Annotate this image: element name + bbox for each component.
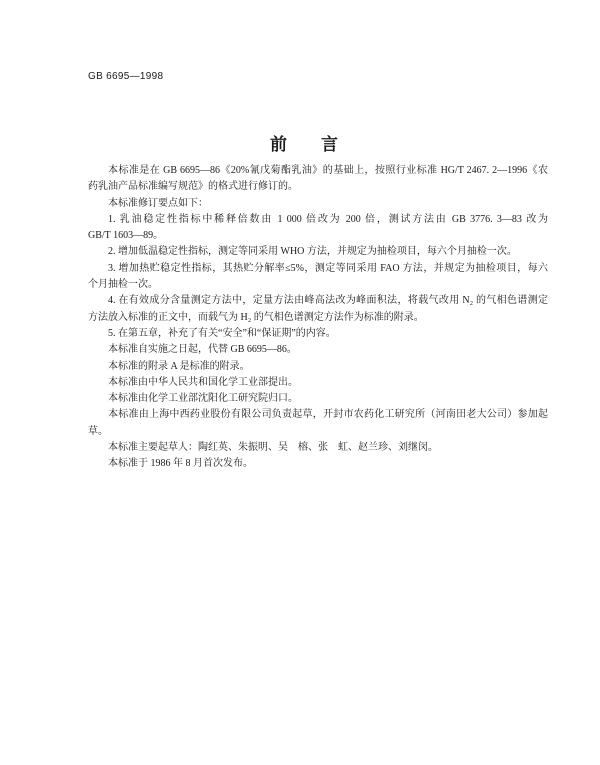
paragraph-drafted-by	[88, 407, 548, 440]
text-line: 本标准由中华人民共和国化学工业部提出。	[108, 376, 298, 388]
text-line: 本标准由上海中西药业股份有限公司负责起草，开封市农药化工研究所（河南田老大公司）参加起	[108, 409, 548, 421]
text-line: 2. 增加低温稳定性指标，测定等同采用 WHO 方法，并规定为抽检项目，每六个月抽检一次。	[108, 246, 517, 258]
standard-code: GB 6695—1998	[88, 71, 164, 82]
text-line: 方法放入标准的正文中，而载气为 H₂ 的气相色谱测定方法作为标准的附录。	[88, 311, 424, 323]
list-item-2	[88, 244, 548, 260]
paragraph-first-published	[88, 456, 548, 472]
paragraph-supersedes	[88, 342, 548, 358]
list-item-5	[88, 326, 548, 342]
text-line: 本标准是在 GB 6695—86《20%氰戊菊酯乳油》的基础上，按照行业标准 HG/T 2467. 2—1996《农	[108, 165, 548, 176]
text-line: 4. 在有效成分含量测定方法中，定量方法由峰高法改为峰面积法，将载气改用 N₂ 的气相色谱测定	[108, 295, 548, 307]
text-line: 个月抽检一次。	[88, 279, 158, 291]
text-line: 草。	[88, 425, 108, 437]
text-line: 3. 增加热贮稳定性指标，其热贮分解率≤5%，测定等同采用 FAO 方法，并规定为抽检项目，每六	[108, 262, 548, 274]
text-line: 本标准由化学工业部沈阳化工研究院归口。	[108, 393, 298, 405]
text-line: 本标准的附录 A 是标准的附录。	[108, 360, 250, 372]
foreword-body	[88, 163, 548, 473]
paragraph-appendix	[88, 359, 548, 375]
text-line: 5. 在第五章，补充了有关“安全”和“保证期”的内容。	[108, 327, 336, 339]
text-line: 本标准修订要点如下：	[108, 197, 208, 209]
list-item-1	[88, 212, 548, 245]
text-line: 1. 乳油稳定性指标中稀释倍数由 1 000 倍改为 200 倍，测试方法由 GB 3776. 3—83 改为	[108, 213, 548, 225]
text-line: GB/T 1603—89。	[88, 230, 164, 242]
paragraph-revision-basis	[88, 163, 548, 196]
list-item-3	[88, 261, 548, 294]
page-title: 前 言	[270, 135, 338, 154]
paragraph-drafters	[88, 440, 548, 456]
paragraph-proposed-by	[88, 375, 548, 391]
text-line: 本标准主要起草人：陶红英、朱振明、吴 榕、张 虹、赵兰珍、刘继闵。	[108, 442, 438, 454]
paragraph-revision-points-intro	[88, 196, 548, 212]
text-line: 本标准自实施之日起，代替 GB 6695—86。	[108, 344, 297, 356]
paragraph-managed-by	[88, 391, 548, 407]
text-line: 本标准于 1986 年 8 月首次发布。	[108, 458, 253, 470]
text-line: 药乳油产品标准编写规范》的格式进行修订的。	[88, 181, 298, 193]
list-item-4	[88, 293, 548, 326]
